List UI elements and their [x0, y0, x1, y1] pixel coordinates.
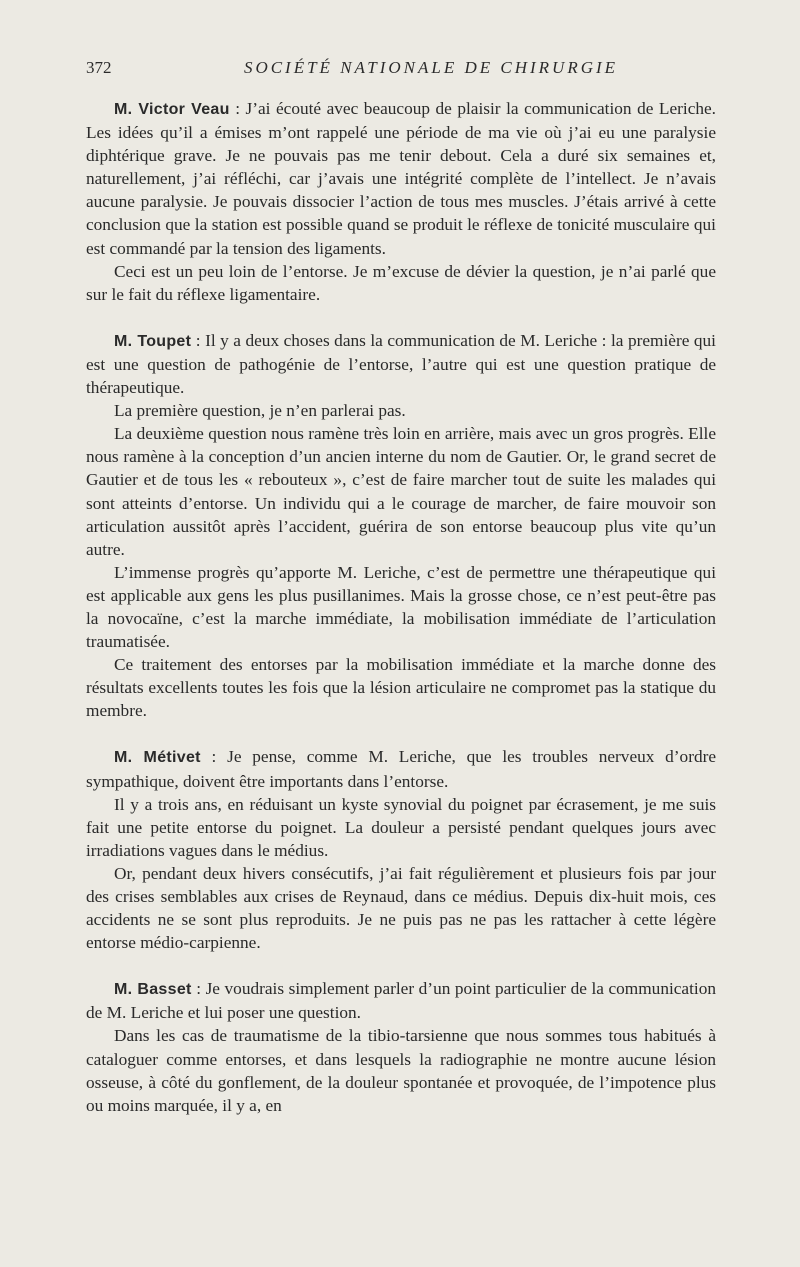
paragraph: [86, 745, 716, 792]
speaker-name: M. Basset: [114, 981, 192, 999]
speaker-name: M. Toupet: [114, 332, 192, 350]
paragraph: [86, 977, 716, 1024]
paragraph: L’immense progrès qu’apporte M. Leriche, c’est de permettre une thérapeutique qui est applicable aux gens les plus pusillanimes. Mais la grosse chose, ce n’est peut-être pas la novocaïne, c’est la marche immédiate, la mobilisation immédiate de l’articulation traumatisée.: [86, 562, 716, 652]
paragraph-text: : Je pense, comme M. Leriche, que les troubles nerveux d’ordre sympathique, doivent être importants dans l’entorse.: [86, 747, 717, 791]
page-header: [86, 58, 716, 88]
paragraph: Ce traitement des entorses par la mobilisation immédiate et la marche donne des résultats excellents toutes les fois que la lésion articulaire ne compromet pas la statique du membre.: [86, 655, 716, 721]
paragraph-text: : J’ai écouté avec beaucoup de plaisir la communication de Leriche. Les idées qu’il a émises m’ont rappelé une période de ma vie où j’ai eu une paralysie diphtérique grave. Je ne pouvais pas me tenir debout. Cela a duré six semaines et, naturellement, j’ai réfléchi, car j’avais une intégrité complète de l’intellect. Je n’avais aucune paralysie. Je pouvais dissocier l’action de tous mes muscles. J’étais arrivé à cette conclusion que la station est possible quand se produit le réflexe de tonicité musculaire qui est commandé par la tension des ligaments.: [86, 99, 717, 258]
paragraph: [86, 329, 716, 399]
intervention-veau: [86, 97, 716, 306]
paragraph-text: : Il y a deux choses dans la communication de M. Leriche : la première qui est une question de pathogénie de l’entorse, l’autre qui est une question pratique de thérapeutique.: [86, 330, 716, 398]
paragraph: La deuxième question nous ramène très loin en arrière, mais avec un gros progrès. Elle nous ramène à la conception d’un ancien interne du nom de Gautier. Or, le grand secret de Gautier et de tous les « rebouteux », c’est de faire marcher tout de suite les malades qui sont atteints d’entorse. Un individu qui a le courage de marcher, de faire mouvoir son articulation aussitôt après l’accident, guérira de son entorse beaucoup plus vite qu’un autre.: [86, 424, 716, 559]
speaker-name: M. Métivet: [114, 749, 201, 767]
paragraph: [86, 97, 716, 260]
intervention-metivet: [86, 745, 716, 954]
paragraph: Il y a trois ans, en réduisant un kyste synovial du poignet par écrasement, je me suis fait une petite entorse du poignet. La douleur a persisté pendant quelques jours avec irradiations vagues dans le médius.: [86, 794, 716, 860]
body-text: [86, 97, 716, 1117]
intervention-toupet: [86, 329, 716, 723]
paragraph-text: : Je voudrais simplement parler d’un point particulier de la communication de M. Leriche et lui poser une question.: [86, 979, 716, 1023]
paragraph: Dans les cas de traumatisme de la tibio-tarsienne que nous sommes tous habitués à cataloguer comme entorses, et dans lesquels la radiographie ne montre aucune lésion osseuse, à côté du gonflement, de la douleur spontanée et provoquée, de l’impotence plus ou moins marquée, il y a, en: [86, 1026, 716, 1115]
intervention-basset: [86, 977, 716, 1117]
speaker-name: M. Victor Veau: [114, 101, 230, 118]
page-number: 372: [86, 58, 112, 77]
running-title: SOCIÉTÉ NATIONALE DE CHIRURGIE: [243, 58, 619, 77]
paragraph: La première question, je n’en parlerai pas.: [114, 401, 406, 421]
paragraph: Ceci est un peu loin de l’entorse. Je m’excuse de dévier la question, je n’ai parlé que sur le fait du réflexe ligamentaire.: [86, 261, 716, 304]
paragraph: Or, pendant deux hivers consécutifs, j’ai fait régulièrement et plusieurs fois par jour des crises semblables aux crises de Reynaud, dans ce médius. Depuis dix-huit mois, ces accidents ne se sont plus reproduits. Je ne puis pas ne pas les rattacher à cette légère entorse médio-carpienne.: [86, 863, 716, 953]
